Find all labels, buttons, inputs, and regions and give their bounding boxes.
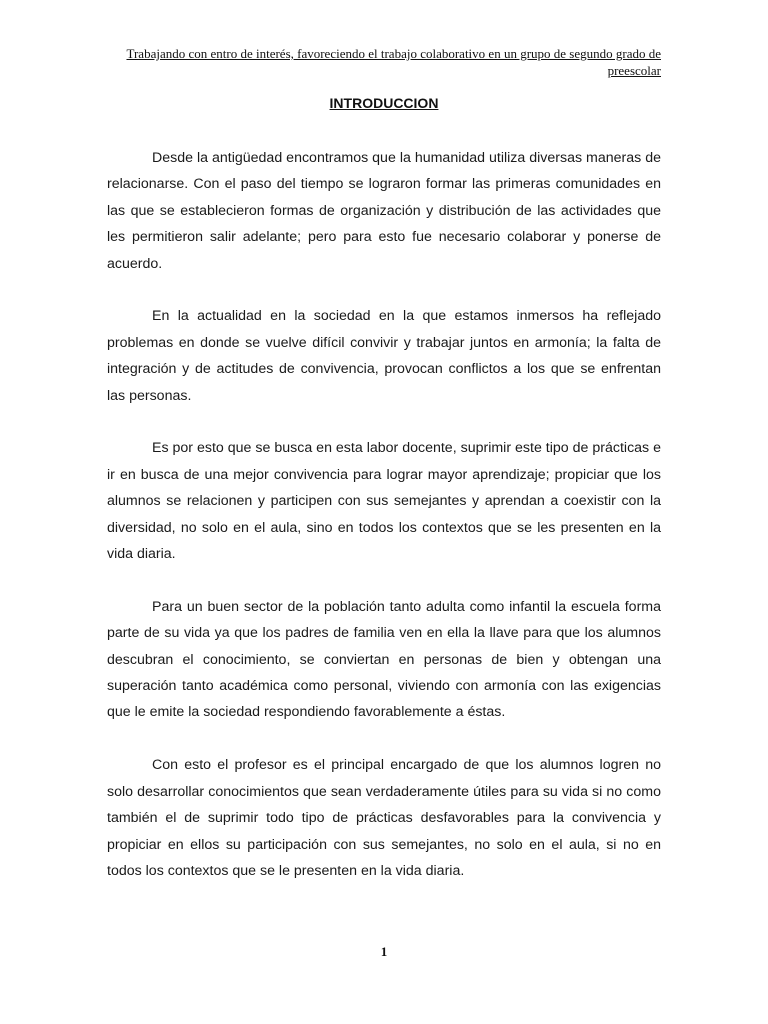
paragraph-4: Para un buen sector de la población tanto adulta como infantil la escuela forma parte de su vida ya que los padres de familia ven en ella la llave para que los alumnos descubran el conocimiento, se conviertan en personas de bien y obtengan una superación tanto académica como personal, viviendo con armonía con las exigencias que le emite la sociedad respondiendo favorablemente a éstas. [107,598,661,721]
running-header: Trabajando con entro de interés, favoreciendo el trabajo colaborativo en un grupo de segundo grado de preescolar [126,46,661,78]
section-title: INTRODUCCION [329,95,439,111]
paragraph-1: Desde la antigüedad encontramos que la humanidad utiliza diversas maneras de relacionarse. Con el paso del tiempo se lograron formar las primeras comunidades en las que se establecieron formas de organización y distribución de las actividades que les permitieron salir adelante; pero para esto fue necesario colaborar y ponerse de acuerdo. [107,150,661,272]
body-text [107,145,661,911]
paragraph-2: En la actualidad en la sociedad en la que estamos inmersos ha reflejado problemas en donde se vuelve difícil convivir y trabajar juntos en armonía; la falta de integración y de actitudes de convivencia, provocan conflictos a los que se enfrentan las personas. [107,308,661,404]
page-number: 1 [380,944,388,959]
paragraph-3: Es por esto que se busca en esta labor docente, suprimir este tipo de prácticas e ir en busca de una mejor convivencia para lograr mayor aprendizaje; propiciar que los alumnos se relacionen y participen con sus semejantes y aprendan a coexistir con la diversidad, no solo en el aula, sino en todos los contextos que se les presenten en la vida diaria. [107,440,661,563]
paragraph-5: Con esto el profesor es el principal encargado de que los alumnos logren no solo desarrollar conocimientos que sean verdaderamente útiles para su vida si no como también el de suprimir todo tipo de prácticas desfavorables para la convivencia y propiciar en ellos su participación con sus semejantes, no solo en el aula, si no en todos los contextos que se le presenten en la vida diaria. [107,757,661,879]
